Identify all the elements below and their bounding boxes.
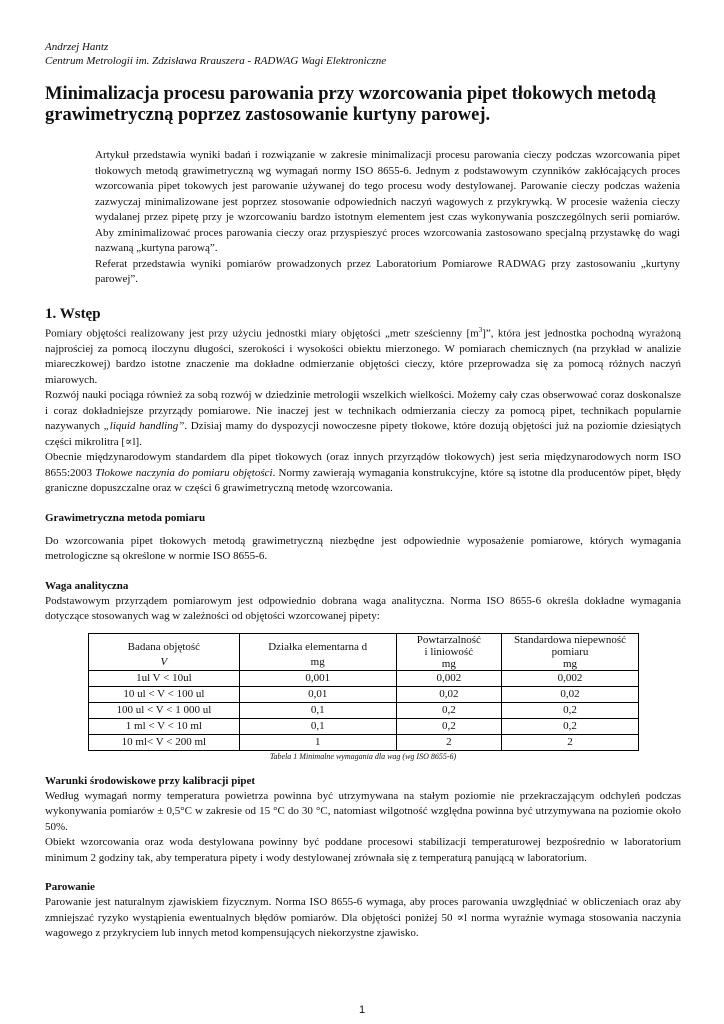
paragraph: Obecnie międzynarodowym standardem dla pipet tłokowych (oraz innych przyrządów tłokowych) jest seria międzynarodowych norm ISO 8655:2003 Tłokowe naczynia do pomiaru objętości. Normy zawierają wymagania konstrukcyjne, które są istotne dla producentów pipet, błędy graniczne dopuszczalne oraz w części 6 grawimetryczną metodę wzorcowania. [45,451,681,495]
table-header-row [89,633,639,670]
cell: 0,002 [502,670,639,686]
cell: 0,1 [239,702,396,718]
paragraph: Według wymagań normy temperatura powietrza powinna być utrzymywana na stałym poziomie nie przekraczającym odchyleń podczas wykonywania pomiarów ± 0,5°C w zakresie od 15 °C do 30 °C, natomiast wilgotność względna powinna być utrzymywana na poziomie około 50%. [45,789,681,833]
paragraph: Parowanie jest naturalnym zjawiskiem fizycznym. Norma ISO 8655-6 wymaga, aby proces parowania uwzględniać w obliczeniach oraz aby zmniejszać ryzyko wystąpienia ewentualnych błędów pomiarów. Dla objętości poniżej 50 ∝l norma wyraźnie wymaga stosowania naczynia wagowego z przykryciem lub innych metod kompensujących niekorzystne zjawisko. [45,896,681,940]
cell: 0,1 [239,718,396,734]
table-row [89,670,639,686]
cell: 0,002 [396,670,501,686]
paragraph: Podstawowym przyrządem pomiarowym jest odpowiednio dobrana waga analityczna. Norma ISO 8655-6 określa dokładne wymagania dotyczące stosowanych wag w zależności od objętości wzorcowanej pipety: [45,594,681,623]
cell: 0,02 [396,686,501,702]
cell: 2 [396,734,501,750]
cell: 0,02 [502,686,639,702]
cell: 0,01 [239,686,396,702]
cell: 0,2 [502,702,639,718]
page [45,40,681,942]
header-cell: Powtarzalność i liniowość mg [396,633,501,670]
paragraph: Rozwój nauki pociąga również za sobą rozwój w dziedzinie metrologii wszelkich wielkości. Możemy cały czas obserwować coraz doskonalsze i coraz dokładniejsze przyrządy pomiarowe. Nie inaczej jest w technikach odmierzania cieczy za pomocą pipet, technikach popularnie nazywanych „liquid handling”. Dzisiaj mamy do dyspozycji nowoczesne pipety tłokowe, które dozują objętości już na poziomie dziesiątych części mikrolitra [∝l]. [45,389,681,448]
paragraph: Obiekt wzorcowania oraz woda destylowana powinny być poddane procesowi stabilizacji temperaturowej bezpośrednio w laboratorium minimum 2 godziny tak, aby temperatura pipety i wody destylowanej zrównała się z temperaturą panującą w laboratorium. [45,836,681,864]
subsection-heading: Parowanie [45,881,95,894]
abstract-paragraph: Artykuł przedstawia wyniki badań i rozwiązanie w zakresie minimalizacji procesu parowania cieczy podczas wzorcowania pipet tłokowych metodą grawimetryczną wg wymagań normy ISO 8655-6. Jednym z podstawowym czynników zakłócających proces wzorcowania pipet tokowych jest parowanie używanej do tego procesu wody destylowanej. Parowanie cieczy podczas ważenia zazwyczaj minimalizowane jest poprzez stosowanie odpowiednich naczyń wagowych z przykrywką. W procesie ważenia cieczy wydalanej przez pipetę przy je wzorcowaniu bardzo istotnym elementem jest czas wykonywania poszczególnych serii pomiarów. Aby zminimalizować proces parowania cieczy oraz przyspieszyć proces wzorcowania zastosowano specjalną przystawkę do wagi nazwaną „kurtyna parową”. [95,149,680,254]
section-body [45,323,681,625]
cell: 1ul V < 10ul [89,670,240,686]
paper-title: Minimalizacja procesu parowania przy wzorcowania pipet tłokowych metodą grawimetryczną poprzez zastosowanie kurtyny parowej. [45,84,656,125]
subsection-heading: Waga analityczna [45,579,129,592]
subsection-heading: Grawimetryczna metoda pomiaru [45,511,206,524]
header-cell: Standardowa niepewność pomiaru mg [502,633,639,670]
section-heading: 1. Wstęp [45,305,101,322]
table-row [89,702,639,718]
affiliation: Centrum Metrologii im. Zdzisława Rrauszera - RADWAG Wagi Elektroniczne [45,55,387,67]
page-number: 1 [358,1004,366,1016]
cell: 1 [239,734,396,750]
cell: 0,2 [502,718,639,734]
subsection-heading: Warunki środowiskowe przy kalibracji pipet [45,774,256,787]
abstract-paragraph: Referat przedstawia wyniki pomiarów prowadzonych przez Laboratorium Pomiarowe RADWAG przy zastosowaniu „kurtyny parowej”. [95,257,680,285]
paragraph: Pomiary objętości realizowany jest przy użyciu jednostki miary objętości „metr sześcienny $[m^3]$”, która jest jednostka pochodną wyrażoną najprościej za pomocą iloczynu długości, szerokości i wysokości obiektu mierzonego. W pomiarach chemicznych (na przykład w analizie miareczkowej) bardzo istotne znaczenie ma dokładne odmierzanie objętości cieczy, które przeprowadza się za pomocą różnych naczyń miarowych. [45,325,681,386]
header-cell: Badana objętość V [89,633,240,670]
table-caption: Tabela 1 Minimalne wymagania dla wag (wg ISO 8655-6) [269,751,457,761]
cell: 10 ul < V < 100 ul [89,686,240,702]
header-cell: Działka elementarna d mg [239,633,396,670]
cell: 0,2 [396,702,501,718]
cell: 2 [502,734,639,750]
requirements-table [88,633,639,751]
author: Andrzej Hantz [45,41,109,53]
table-row [89,734,639,750]
cell: 1 ml < V < 10 ml [89,718,240,734]
cell: 100 ul < V < 1 000 ul [89,702,240,718]
abstract [95,148,680,288]
section-body [45,774,681,942]
cell: 10 ml< V < 200 ml [89,734,240,750]
paragraph: Do wzorcowania pipet tłokowych metodą grawimetryczną niezbędne jest odpowiednie wyposażenie pomiarowe, których wymagania metrologiczne są określone w normie ISO 8655-6. [45,534,681,563]
cell: 0,2 [396,718,501,734]
table-row [89,718,639,734]
table-row [89,686,639,702]
cell: 0,001 [239,670,396,686]
